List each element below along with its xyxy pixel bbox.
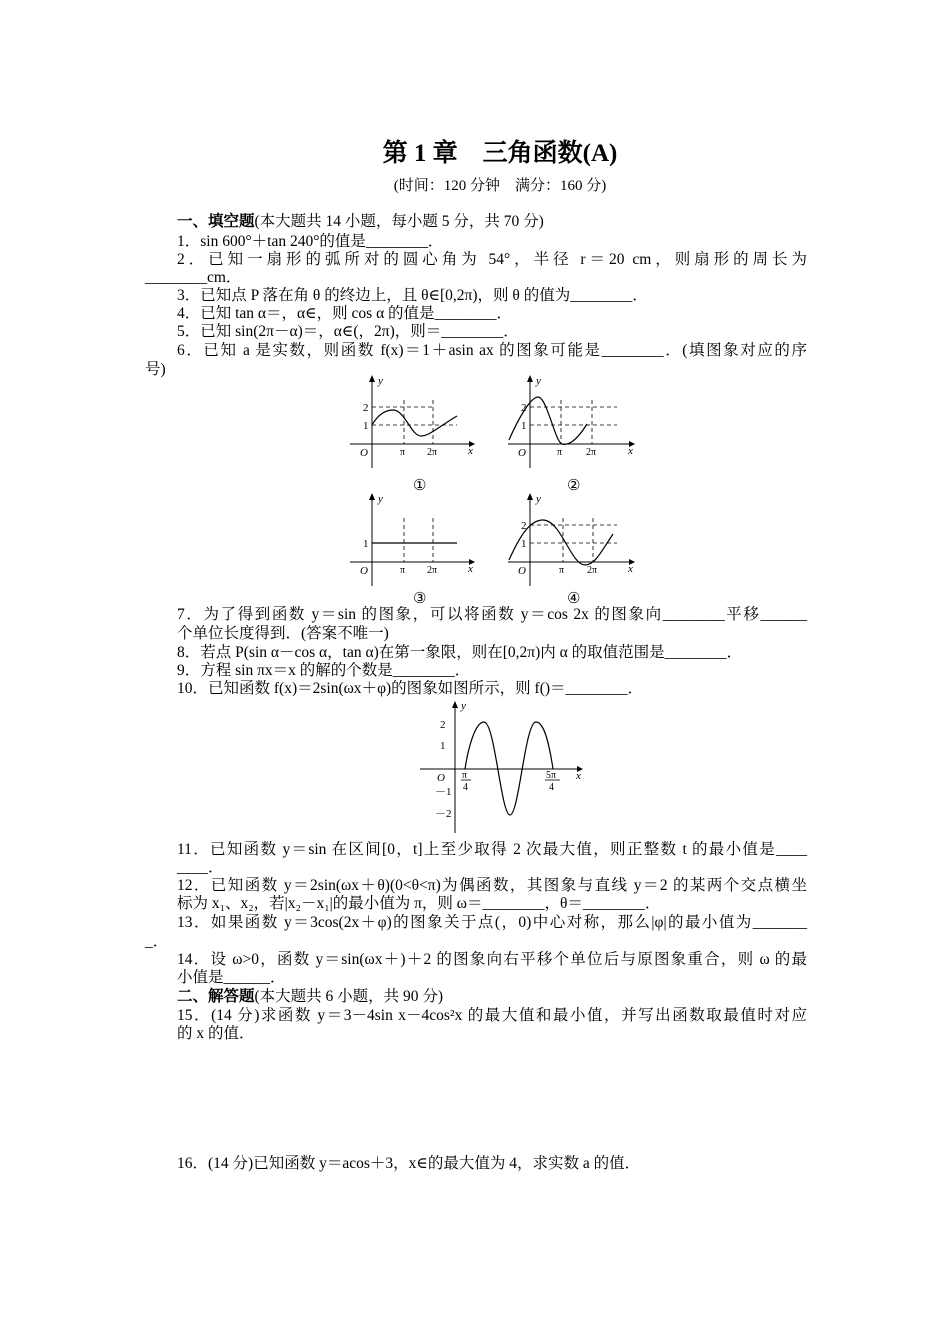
graph2-tick-1: 1 xyxy=(521,420,527,432)
section2-title: 二、解答题 xyxy=(177,988,255,1005)
graph1-tick-2: 2 xyxy=(363,402,369,414)
graph4-tick-pi: π xyxy=(559,565,565,576)
graph10-y-label: y xyxy=(461,700,466,712)
graph1-y-label: y xyxy=(378,375,383,387)
question-4: 4．已知 tan α＝，α∈，则 cos α 的值是________． xyxy=(177,305,513,322)
question-5: 5．已知 sin(2π－α)＝，α∈(，2π)，则＝________． xyxy=(177,323,519,340)
graph3-origin: O xyxy=(360,565,368,577)
graph-option-3 xyxy=(345,490,480,590)
graph4-tick-2: 2 xyxy=(521,520,527,532)
graph2-tick-pi: π xyxy=(557,447,563,458)
section1-title: 一、填空题 xyxy=(177,213,255,230)
graph10-tick-pi4-num: π xyxy=(462,770,468,781)
section1-heading xyxy=(177,212,544,231)
question-12-cont: 标为 x₁、x₂，若|x₂－x₁|的最小值为 π，则 ω＝________，θ＝________． xyxy=(177,895,661,912)
question-12: 12．已知函数 y＝2sin(ωx＋θ)(0<θ<π)为偶函数，其图象与直线 y＝2 的某两个交点横坐 xyxy=(177,877,807,894)
graph2-x-label: x xyxy=(628,445,633,457)
question-8: 8．若点 P(sin α－cos α，tan α)在第一象限，则在[0,2π)内 α 的取值范围是________． xyxy=(177,644,743,661)
graph2-label: ② xyxy=(567,478,581,494)
section2-heading xyxy=(177,987,443,1006)
question-7-cont: 个单位长度得到．(答案不唯一) xyxy=(177,625,389,642)
graph10-tick-1: 1 xyxy=(440,740,446,752)
question-14-cont: 小值是______． xyxy=(177,969,286,986)
section2-info: (本大题共 6 小题，共 90 分) xyxy=(254,988,444,1005)
question-11-cont: ____． xyxy=(177,859,224,876)
graph3-tick-1: 1 xyxy=(363,538,369,550)
graph1-origin: O xyxy=(360,447,368,459)
question-1: 1．sin 600°＋tan 240°的值是________． xyxy=(177,233,444,250)
graph4-origin: O xyxy=(518,565,526,577)
graph10-tick-5pi4-num: 5π xyxy=(546,770,557,781)
exam-info: (时间：120 分钟 满分：160 分) xyxy=(393,178,607,194)
graph-option-4 xyxy=(505,490,640,590)
question-3: 3．已知点 P 落在角 θ 的终边上，且 θ∈[0,2π)，则 θ 的值为________． xyxy=(177,287,648,304)
question-14: 14．设 ω>0，函数 y＝sin(ωx＋)＋2 的图象向右平移个单位后与原图象重合，则 ω 的最 xyxy=(177,951,807,968)
graph10-tick-2: 2 xyxy=(440,719,446,731)
question-13-cont: _． xyxy=(145,933,169,950)
graph2-y-label: y xyxy=(536,375,541,387)
question-6: 6．已知 a 是实数，则函数 f(x)＝1＋asin ax 的图象可能是________．(填图象对应的序 xyxy=(177,342,807,359)
graph10-tick-minus-1: －1 xyxy=(435,786,452,798)
graph3-tick-2pi: 2π xyxy=(427,565,438,576)
graph1-x-label: x xyxy=(468,445,473,457)
graph10-tick-5pi4-den: 4 xyxy=(549,782,554,793)
graph4-y-label: y xyxy=(536,493,541,505)
section1-info: (本大题共 14 小题，每小题 5 分，共 70 分) xyxy=(254,213,544,230)
graph10-x-label: x xyxy=(576,770,581,782)
question-9: 9．方程 sin πx＝x 的解的个数是________． xyxy=(177,662,471,679)
graph10-tick-pi4-den: 4 xyxy=(463,782,468,793)
graph3-label: ③ xyxy=(413,591,427,607)
graph1-tick-2pi: 2π xyxy=(427,447,438,458)
graph-option-2 xyxy=(505,372,640,472)
graph10-origin: O xyxy=(437,772,445,784)
graph2-tick-2: 2 xyxy=(521,402,527,414)
graph3-x-label: x xyxy=(468,563,473,575)
question-2: 2．已知一扇形的弧所对的圆心角为 54°，半径 r＝20 cm，则扇形的周长为 xyxy=(177,251,807,268)
graph4-tick-1: 1 xyxy=(521,538,527,550)
question-15-cont: 的 x 的值． xyxy=(177,1025,255,1042)
graph-option-1 xyxy=(345,372,480,472)
question-10: 10．已知函数 f(x)＝2sin(ωx＋φ)的图象如图所示，则 f()＝________． xyxy=(177,680,644,697)
graph2-tick-2pi: 2π xyxy=(586,447,597,458)
question-6-cont: 号) xyxy=(145,361,166,378)
question-15: 15．(14 分)求函数 y＝3－4sin x－4cos²x 的最大值和最小值，并写出函数取最值时对应 xyxy=(177,1007,807,1024)
page-title: 第 1 章 三角函数(A) xyxy=(382,140,618,167)
graph1-tick-1: 1 xyxy=(363,420,369,432)
graph4-tick-2pi: 2π xyxy=(587,565,598,576)
question-16: 16．(14 分)已知函数 y＝acos＋3，x∈的最大值为 4，求实数 a 的值． xyxy=(177,1155,641,1172)
graph3-tick-pi: π xyxy=(400,565,406,576)
graph10-tick-minus-2: －2 xyxy=(435,808,452,820)
graph4-x-label: x xyxy=(628,563,633,575)
graph-question-10 xyxy=(415,697,590,837)
graph1-tick-pi: π xyxy=(400,447,406,458)
question-11: 11．已知函数 y＝sin 在区间[0，t]上至少取得 2 次最大值，则正整数 t 的最小值是____ xyxy=(177,841,807,858)
graph1-label: ① xyxy=(413,478,427,494)
question-13: 13．如果函数 y＝3cos(2x＋φ)的图象关于点(，0)中心对称，那么|φ|的最小值为_______ xyxy=(177,914,807,931)
graph2-origin: O xyxy=(518,447,526,459)
question-2-cont: ________cm． xyxy=(145,269,242,286)
question-7: 7．为了得到函数 y＝sin 的图象，可以将函数 y＝cos 2x 的图象向________平移______ xyxy=(177,606,807,623)
graph3-y-label: y xyxy=(378,493,383,505)
graph4-label: ④ xyxy=(567,591,581,607)
